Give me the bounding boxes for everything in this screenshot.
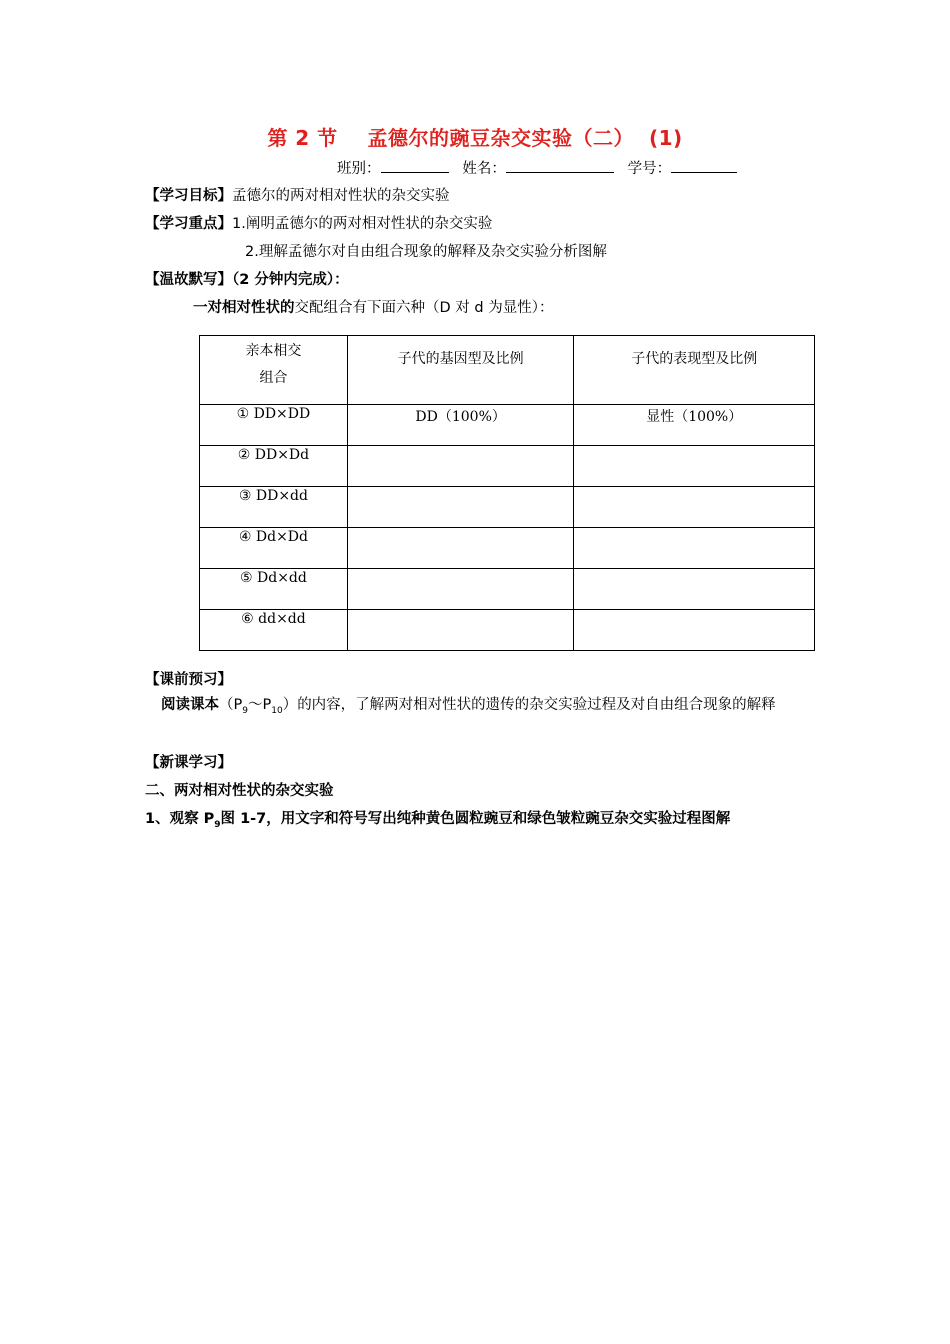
table-cell[interactable] [347, 569, 574, 610]
task-rest: 图 1-7，用文字和符号写出纯种黄色圆粒豌豆和绿色皱粒豌豆杂交实验过程图解 [220, 811, 731, 827]
preview-label: 【课前预习】 [145, 672, 232, 688]
preview-paragraph [145, 692, 815, 725]
table-cell[interactable] [347, 528, 574, 569]
cross-table [199, 335, 815, 651]
table-cell[interactable] [574, 569, 815, 610]
table-cell[interactable] [347, 487, 574, 528]
preview-sub-2: 10 [271, 705, 283, 716]
preview-sub-1: 9 [242, 705, 248, 716]
student-id-blank[interactable] [671, 158, 737, 173]
preview-read-bold: 阅读课本 [161, 697, 219, 713]
task-sub: 9 [214, 819, 221, 830]
class-blank[interactable] [381, 158, 449, 173]
student-id-label: 学号： [627, 161, 672, 177]
new-lesson-label: 【新课学习】 [145, 755, 232, 771]
table-row [200, 405, 815, 446]
review-note: （2 分钟内完成）： [232, 272, 349, 288]
table-cell: ⑤ Dd×dd [200, 569, 348, 610]
name-label: 姓名： [462, 161, 506, 177]
table-header-cell: 亲本相交组合 [200, 336, 348, 405]
table-cell[interactable] [347, 446, 574, 487]
preview-text: 的内容，了解两对相对性状的遗传的杂交实验过程及对自由组合现象的解释 [297, 697, 776, 713]
objective-label: 【学习目标】 [145, 188, 232, 204]
objective-line [145, 184, 450, 205]
objective-text: 孟德尔的两对相对性状的杂交实验 [232, 188, 450, 204]
table-header-cell: 子代的表现型及比例 [574, 336, 815, 405]
table-cell[interactable]: 显性（100%） [574, 405, 815, 446]
focus-line-1 [145, 212, 492, 233]
table-cell: ② DD×Dd [200, 446, 348, 487]
table-header-cell: 子代的基因型及比例 [347, 336, 574, 405]
table-row [200, 446, 815, 487]
table-cell: ① DD×DD [200, 405, 348, 446]
review-intro [193, 296, 553, 317]
table-cell: ⑥ dd×dd [200, 610, 348, 651]
review-line [145, 268, 349, 289]
class-label: 班别： [337, 161, 381, 177]
table-header-row [200, 336, 815, 405]
table-cell[interactable]: DD（100%） [347, 405, 574, 446]
review-intro-rest: 交配组合有下面六种（D 对 d 为显性）： [294, 300, 554, 316]
preview-range-open: （P [219, 697, 243, 713]
table-cell[interactable] [574, 446, 815, 487]
name-blank[interactable] [506, 158, 614, 173]
table-cell[interactable] [574, 487, 815, 528]
table-cell[interactable] [347, 610, 574, 651]
task-prefix: 1、观察 P [145, 811, 215, 827]
table-cell[interactable] [574, 610, 815, 651]
table-row [200, 487, 815, 528]
preview-tilde: ～P [247, 697, 272, 713]
student-info-line [337, 157, 737, 178]
table-cell: ④ Dd×Dd [200, 528, 348, 569]
table-row [200, 528, 815, 569]
section-heading: 二、两对相对性状的杂交实验 [145, 783, 334, 799]
review-label: 【温故默写】 [145, 272, 232, 288]
focus-item-2: 2.理解孟德尔对自由组合现象的解释及杂交实验分析图解 [245, 244, 607, 260]
focus-item-1: 1.阐明孟德尔的两对相对性状的杂交实验 [232, 216, 493, 232]
focus-line-2 [245, 240, 607, 261]
page-title: 第 2 节 孟德尔的豌豆杂交实验（二） (1) [267, 126, 683, 150]
review-intro-bold: 一对相对性状的 [193, 300, 295, 316]
preview-range-close: ） [282, 697, 298, 713]
task-line [145, 807, 730, 830]
focus-label: 【学习重点】 [145, 216, 232, 232]
table-row [200, 569, 815, 610]
table-cell[interactable] [574, 528, 815, 569]
table-cell: ③ DD×dd [200, 487, 348, 528]
table-row [200, 610, 815, 651]
